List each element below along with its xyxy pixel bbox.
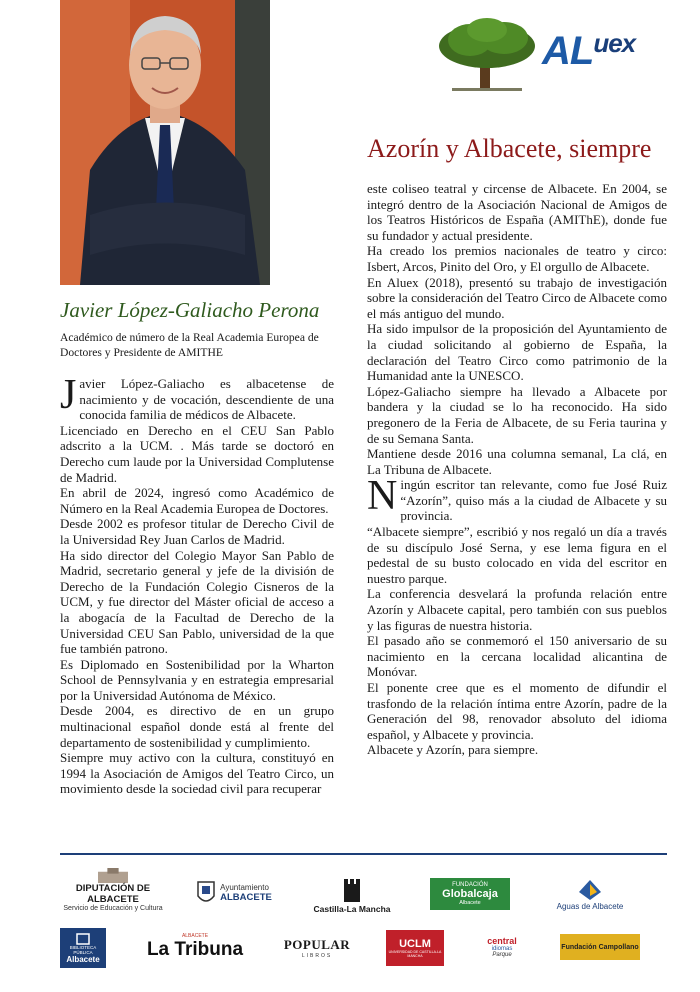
sponsor-popular: POPULAR LIBROS (283, 937, 351, 959)
paragraph: La conferencia desvelará la profunda relación entre Azorín y Albacete capital, pero también con sus pueblos y las figuras de nuestra historia. (367, 586, 667, 633)
left-column (60, 372, 334, 797)
divider (60, 853, 667, 855)
paragraph: “Albacete siempre”, escribió y nos regaló un día a través de su discípulo José Serna, y ese lema figura en el pedestal de su busto colocado en vida del escritor en nuestro parque. (367, 524, 667, 586)
aluex-wordmark: $AL^{uex}$ (542, 28, 636, 73)
paragraph: Ningún escritor tan relevante, como fue José Ruiz “Azorín”, quiso más a la ciudad de Albacete y su provincia. (367, 473, 667, 524)
sponsor-biblioteca: BIBLIOTECA PÚBLICA Albacete (60, 928, 106, 968)
dropcap: J (60, 372, 77, 418)
tree-icon (432, 14, 542, 94)
sponsor-campollano: Fundación Campollano (560, 934, 640, 960)
shield-icon (196, 878, 216, 908)
paragraph: Ha sido impulsor de la proposición del Ayuntamiento de la ciudad solicitando al gobierno de España, la declaración del Teatro Circo como patrimonio de la Humanidad ante la UNESCO. (367, 321, 667, 384)
paragraph: Ha creado los premios nacionales de teatro y circo: Isbert, Arcos, Pinito del Oro, y El orgullo de Albacete. (367, 243, 667, 274)
dropcap: N (367, 473, 398, 520)
paragraph: El pasado año se conmemoró el 150 aniversario de su nacimiento en la cercana localidad alicantina de Monóvar. (367, 633, 667, 680)
paragraph: Licenciado en Derecho en el CEU San Pablo adscrito a la UCM. . Más tarde se doctoró en Derecho cum laude por la Universidad Complutense de Madrid. (60, 422, 334, 485)
water-drop-icon (577, 878, 603, 902)
aluex-logo (432, 14, 662, 94)
paragraph: Javier López-Galiacho es albacetense de nacimiento y de vocación, descendiente de una conocida familia de médicos de Albacete. (60, 372, 334, 423)
sponsor-aguas: Aguas de Albacete (548, 873, 632, 915)
building-icon (93, 868, 133, 883)
paragraph: Ha sido director del Colegio Mayor San Pablo de Madrid, secretario general y jefe de la división de Derecho de la Fundación Colegio Cisneros de la UCM, y fue director del Máster oficial de acceso a la abogacía de la Facultad de Derecho de la Universidad CEU San Pablo, universidad de la que fue también patrono. (60, 547, 334, 657)
sponsor-diputacion: DIPUTACIÓN DE ALBACETE Servicio de Educación y Cultura (58, 868, 168, 912)
speaker-photo (60, 0, 270, 285)
sponsor-globalcaja: FUNDACIÓN Globalcaja Albacete (430, 878, 510, 910)
page-title: Azorín y Albacete, siempre (367, 134, 652, 163)
speaker-role: Académico de número de la Real Academia Europea de Doctores y Presidente de AMITHE (60, 331, 319, 359)
paragraph: López-Galiacho siempre ha llevado a Albacete por bandera y la ciudad se lo ha reconocido. Ha sido pregonero de la Feria de Albacete, de su Feria taurina y de su Semana Santa. (367, 383, 667, 446)
paragraph: En Aluex (2018), presentó su trabajo de investigación sobre la consideración del Teatro Circo de Albacete como el más antiguo del mundo. (367, 274, 667, 321)
sponsor-uclm: UCLM UNIVERSIDAD DE CASTILLA-LA MANCHA (386, 930, 444, 966)
paragraph: Albacete y Azorín, para siempre. (367, 742, 539, 758)
speaker-name: Javier López-Galiacho Perona (60, 298, 320, 322)
paragraph: este coliseo teatral y circense de Albacete. En 2004, se integró dentro de la Asociación Nacional de Amigos de los Teatros Históricos de España (AMIThE), donde fue su fundador y actual presidente. (367, 181, 667, 243)
sponsor-central-idiomas: central idiomas Parque (487, 936, 517, 958)
paragraph: Desde 2004, es directivo de en un grupo multinacional español donde está al frente del departamento de sostenibilidad y cumplimiento. (60, 703, 334, 750)
sponsor-tribuna: ALBACETE La Tribuna (146, 933, 244, 960)
right-column (367, 181, 667, 758)
paragraph: Siempre muy activo con la cultura, constituyó en 1994 la Asociación de Amigos del Teatro Circo, un movimiento desde la sociedad civil para recuperar (60, 750, 334, 797)
sponsor-ayuntamiento: Ayuntamiento ALBACETE (190, 873, 278, 913)
paragraph: El ponente cree que es el momento de difundir el trasfondo de la relación íntima entre Azorín, padre de la Generación del 98, renovador absoluto del idioma español, y Albacete y provincia. (367, 680, 667, 742)
sponsor-castilla: Castilla-La Mancha (312, 870, 392, 920)
castle-icon (341, 876, 363, 904)
paragraph: Es Diplomado en Sostenibilidad por la Wharton School de Pennsylvania y en estrategia empresarial por la Universidad Autónoma de México. (60, 656, 334, 703)
paragraph: Desde 2002 es profesor titular de Derecho Civil de la Universidad Rey Juan Carlos de Madrid. (60, 516, 334, 547)
book-icon (76, 933, 90, 945)
paragraph: En abril de 2024, ingresó como Académico de Número en la Real Academia Europea de Doctores. (60, 485, 334, 516)
paragraph: Mantiene desde 2016 una columna semanal, La clá, en La Tribuna de Albacete. (367, 446, 667, 477)
